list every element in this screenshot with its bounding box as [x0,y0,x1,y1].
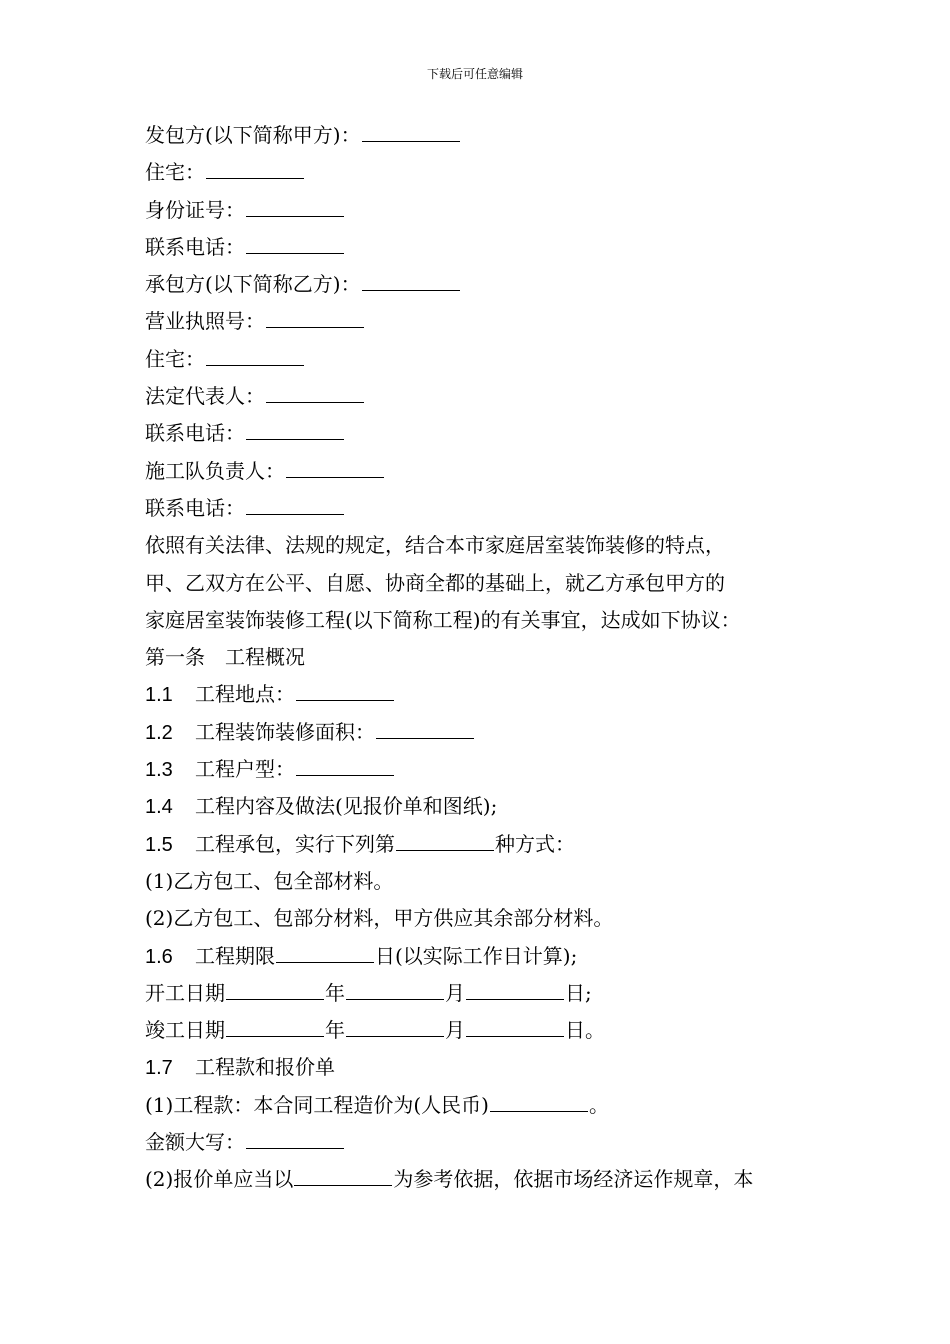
contract-line [145,229,810,266]
fill-in-blank[interactable] [466,1014,564,1037]
contract-line [145,1124,810,1161]
contract-line [145,975,810,1012]
line-text: (1)乙方包工、包全部材料。 [145,868,394,893]
fill-in-blank[interactable] [294,1163,392,1186]
line-text: 甲、乙双方在公平、自愿、协商全都的基础上，就乙方承包甲方的 [145,570,725,595]
contract-line [145,751,810,788]
line-text: 年 [325,980,345,1005]
line-text: 身份证号： [145,197,245,222]
clause-number: 1.6 [145,945,173,968]
contract-line [145,826,810,863]
clause-number: 1.7 [145,1057,173,1080]
contract-line [145,788,810,825]
line-text: 第一条 工程概况 [145,645,305,670]
line-text: 工程装饰装修面积： [195,719,375,744]
line-text: 工程户型： [195,757,295,782]
clause-number: 1.2 [145,721,173,744]
contract-line [145,266,810,303]
clause-number: 1.5 [145,833,173,856]
fill-in-blank[interactable] [266,380,364,403]
line-text: 工程地点： [195,682,295,707]
contract-line [145,527,810,564]
fill-in-blank[interactable] [346,977,444,1000]
contract-line [145,490,810,527]
contract-line [145,900,810,937]
line-text: 营业执照号： [145,309,265,334]
contract-line [145,1012,810,1049]
line-text: 发包方(以下简称甲方)： [145,123,361,147]
contract-line [145,639,810,676]
line-text: 联系电话： [145,495,245,520]
contract-line [145,303,810,340]
line-text: 依照有关法律、法规的规定，结合本市家庭居室装饰装修的特点， [145,533,725,558]
contract-line [145,117,810,154]
line-text: 联系电话： [145,421,245,446]
contract-line [145,714,810,751]
page-header: 下载后可任意编辑 [426,67,523,81]
line-text: 联系电话： [145,234,245,259]
fill-in-blank[interactable] [286,455,384,478]
fill-in-blank[interactable] [246,1126,344,1149]
fill-in-blank[interactable] [276,940,374,963]
line-text: 工程款和报价单 [195,1055,335,1080]
fill-in-blank[interactable] [396,828,494,851]
fill-in-blank[interactable] [246,492,344,515]
fill-in-blank[interactable] [346,1014,444,1037]
line-text: 月 [445,980,465,1005]
clause-number: 1.3 [145,759,173,782]
line-text: 日; [565,980,592,1005]
line-text: 。 [588,1092,609,1117]
line-text: (1)工程款：本合同工程造价为(人民币) [145,1092,489,1117]
line-text: 开工日期 [145,980,225,1005]
line-text: 日(以实际工作日计算); [375,943,578,968]
contract-line [145,938,810,975]
clause-number: 1.1 [145,684,173,707]
line-text: 家庭居室装饰装修工程(以下简称工程)的有关事宜，达成如下协议： [145,607,741,632]
line-text: 为参考依据，依据市场经济运作规章，本 [393,1167,754,1192]
line-text: 日。 [565,1018,605,1043]
line-text: 承包方(以下简称乙方)： [145,272,361,297]
line-text: 施工队负责人： [145,458,285,483]
line-text: 工程期限 [195,943,275,968]
fill-in-blank[interactable] [362,119,460,142]
fill-in-blank[interactable] [246,417,344,440]
contract-body [145,117,810,1199]
contract-line [145,863,810,900]
contract-line [145,565,810,602]
line-text: 工程内容及做法(见报价单和图纸); [195,794,498,819]
line-text: 住宅： [145,160,205,185]
contract-line [145,192,810,229]
fill-in-blank[interactable] [362,268,460,291]
line-text: 法定代表人： [145,384,265,409]
contract-line [145,154,810,191]
contract-line [145,415,810,452]
fill-in-blank[interactable] [246,231,344,254]
fill-in-blank[interactable] [226,977,324,1000]
fill-in-blank[interactable] [226,1014,324,1037]
contract-line [145,1049,810,1086]
fill-in-blank[interactable] [206,343,304,366]
contract-line [145,378,810,415]
line-text: 工程承包，实行下列第 [195,831,395,856]
contract-line [145,1087,810,1124]
line-text: 种方式： [495,831,575,856]
contract-line [145,453,810,490]
contract-line [145,341,810,378]
fill-in-blank[interactable] [206,156,304,179]
fill-in-blank[interactable] [246,194,344,217]
line-text: 金额大写： [145,1130,245,1155]
line-text: 竣工日期 [145,1018,225,1043]
line-text: 月 [445,1018,465,1043]
line-text: 年 [325,1018,345,1043]
fill-in-blank[interactable] [296,753,394,776]
fill-in-blank[interactable] [376,716,474,739]
contract-line [145,1161,810,1198]
fill-in-blank[interactable] [466,977,564,1000]
line-text: (2)报价单应当以 [145,1167,294,1192]
line-text: 住宅： [145,346,205,371]
clause-number: 1.4 [145,796,173,819]
line-text: (2)乙方包工、包部分材料，甲方供应其余部分材料。 [145,906,614,931]
fill-in-blank[interactable] [296,678,394,701]
contract-line [145,676,810,713]
contract-line [145,602,810,639]
fill-in-blank[interactable] [266,305,364,328]
fill-in-blank[interactable] [490,1089,588,1112]
